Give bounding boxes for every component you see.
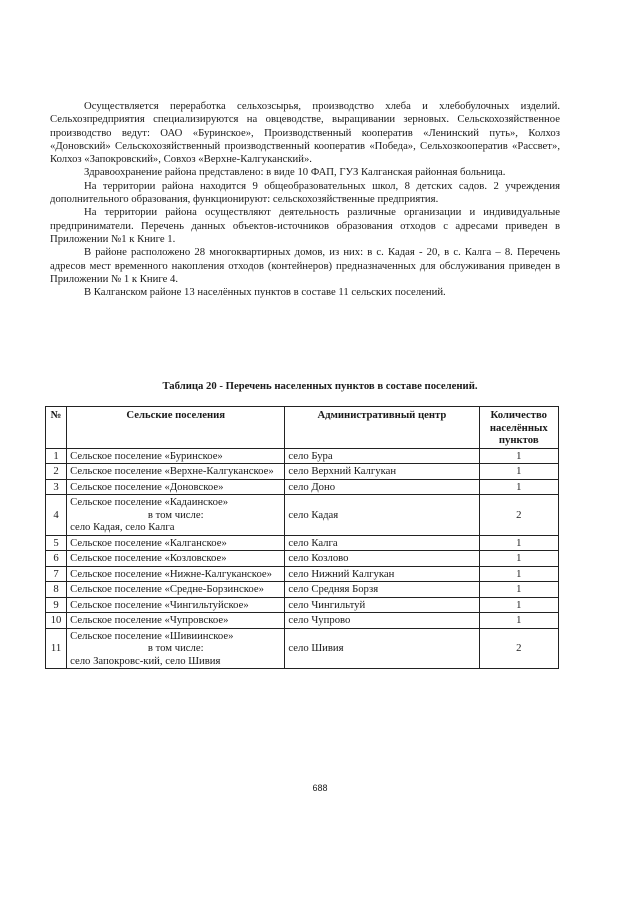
row-number: 2: [46, 464, 67, 480]
paragraph-settlements: В Калганском районе 13 населённых пунктов в составе 11 сельских поселений.: [84, 286, 446, 299]
settlement-name: Сельское поселение «Калганское»: [70, 536, 227, 549]
row-number: 7: [46, 566, 67, 582]
including-label: в том числе:: [147, 508, 204, 521]
count-cell: 1: [479, 464, 559, 480]
paragraph-organizations: На территории района осуществляют деятельность различные организации и индивидуальные предприниматели. Перечень данных объектов-источников образования отходов с адресами приведен в Приложении №1 к Книге 1.: [50, 206, 560, 245]
settlement-name: Сельское поселение «Шивиинское»: [70, 629, 234, 642]
admin-center-cell: село Верхний Калгукан: [285, 464, 479, 480]
header-num: №: [46, 407, 67, 449]
settlement-name: Сельское поселение «Козловское»: [70, 552, 227, 564]
settlement-cell: [67, 551, 285, 567]
admin-center-cell: село Бура: [285, 448, 479, 464]
table-caption: Таблица 20 - Перечень населенных пунктов в составе поселений.: [162, 380, 478, 392]
count-cell: 2: [479, 495, 559, 536]
count-cell: 1: [479, 535, 559, 551]
admin-center-cell: село Доно: [285, 479, 479, 495]
count-cell: 1: [479, 597, 559, 613]
settlement-name: Сельское поселение «Чупровское»: [70, 614, 229, 626]
table-row: [46, 597, 559, 613]
included-villages: село Кадая, село Калга: [70, 521, 175, 533]
settlement-name: Сельское поселение «Средне-Борзинское»: [70, 583, 264, 595]
row-number: 1: [46, 448, 67, 464]
paragraph-healthcare: Здравоохранение района представлено: в виде 10 ФАП, ГУЗ Калганская районная больница.: [84, 166, 506, 179]
header-settlement: Сельские поселения: [67, 407, 285, 449]
count-cell: 1: [479, 479, 559, 495]
admin-center-cell: село Калга: [285, 535, 479, 551]
settlement-name: Сельское поселение «Буринское»: [70, 449, 223, 462]
count-cell: 1: [479, 582, 559, 598]
table-row: [46, 628, 559, 669]
included-villages: село Запокровс-кий, село Шивия: [70, 654, 221, 667]
table-header-row: [46, 407, 559, 449]
paragraph-housing: В районе расположено 28 многоквартирных домов, из них: в с. Кадая - 20, в с. Калга – 8. Перечень адресов мест временного накопления отходов (контейнеров) предназначенных для обслуживания приведен в Приложении № 1 к Книге 4.: [50, 246, 560, 285]
count-cell: 1: [479, 566, 559, 582]
row-number: 10: [46, 613, 67, 629]
row-number: 5: [46, 535, 67, 551]
row-number: 3: [46, 479, 67, 495]
settlement-cell: [67, 628, 285, 669]
row-number: 8: [46, 582, 67, 598]
row-number: 9: [46, 597, 67, 613]
settlement-cell: [67, 464, 285, 480]
header-center: Административный центр: [285, 407, 479, 449]
admin-center-cell: село Средняя Борзя: [285, 582, 479, 598]
admin-center-cell: село Кадая: [285, 495, 479, 536]
table-body: [46, 448, 559, 669]
table-row: [46, 535, 559, 551]
settlement-cell: [67, 448, 285, 464]
table-row: [46, 582, 559, 598]
count-cell: 1: [479, 613, 559, 629]
paragraph-education: На территории района находится 9 общеобразовательных школ, 8 детских садов. 2 учреждения дополнительного образования, функционируют: сельскохозяйственные предприятия.: [50, 179, 560, 206]
header-count: Количество населённых пунктов: [479, 407, 559, 449]
admin-center-cell: село Козлово: [285, 551, 479, 567]
table-row: [46, 566, 559, 582]
body-text: [50, 100, 560, 299]
table-row: [46, 613, 559, 629]
settlement-name: Сельское поселение «Доновское»: [70, 480, 224, 493]
row-number: 6: [46, 551, 67, 567]
table-row: [46, 448, 559, 464]
table-row: [46, 464, 559, 480]
admin-center-cell: село Шивия: [285, 628, 479, 669]
page-number: 688: [312, 783, 328, 793]
row-number: 11: [46, 628, 67, 669]
table-row: [46, 479, 559, 495]
table-row: [46, 495, 559, 536]
settlement-name: Сельское поселение «Верхне-Калгуканское»: [70, 465, 274, 477]
settlement-name: Сельское поселение «Кадаинское»: [70, 496, 229, 508]
settlement-cell: [67, 613, 285, 629]
row-number: 4: [46, 495, 67, 536]
including-label: в том числе:: [147, 642, 204, 654]
settlement-cell: [67, 597, 285, 613]
table-row: [46, 551, 559, 567]
admin-center-cell: село Нижний Калгукан: [285, 566, 479, 582]
settlement-cell: [67, 566, 285, 582]
admin-center-cell: село Чупрово: [285, 613, 479, 629]
settlement-cell: [67, 495, 285, 536]
settlement-cell: [67, 582, 285, 598]
count-cell: 2: [479, 628, 559, 669]
paragraph-processing: Осуществляется переработка сельхозсырья, производство хлеба и хлебобулочных изделий. Сельхозпредприятия специализируются на овцеводстве, выращивании зерновых. Сельскохозяйственное производство ведут: ОАО «Буринское», Производственный кооператив «Ленинский путь», Колхоз «Доновский» Сельскохозяйственный производственный кооператив «Победа», Сельхозкооператив «Рассвет», Колхоз «Запокровский», Совхоз «Верхне-Калгуканский».: [50, 100, 560, 166]
admin-center-cell: село Чингильтуй: [285, 597, 479, 613]
settlements-table: [45, 406, 559, 669]
settlement-name: Сельское поселение «Чингильтуйское»: [70, 598, 249, 611]
settlement-cell: [67, 479, 285, 495]
settlement-cell: [67, 535, 285, 551]
count-cell: 1: [479, 448, 559, 464]
settlement-name: Сельское поселение «Нижне-Калгуканское»: [70, 567, 273, 580]
count-cell: 1: [479, 551, 559, 567]
